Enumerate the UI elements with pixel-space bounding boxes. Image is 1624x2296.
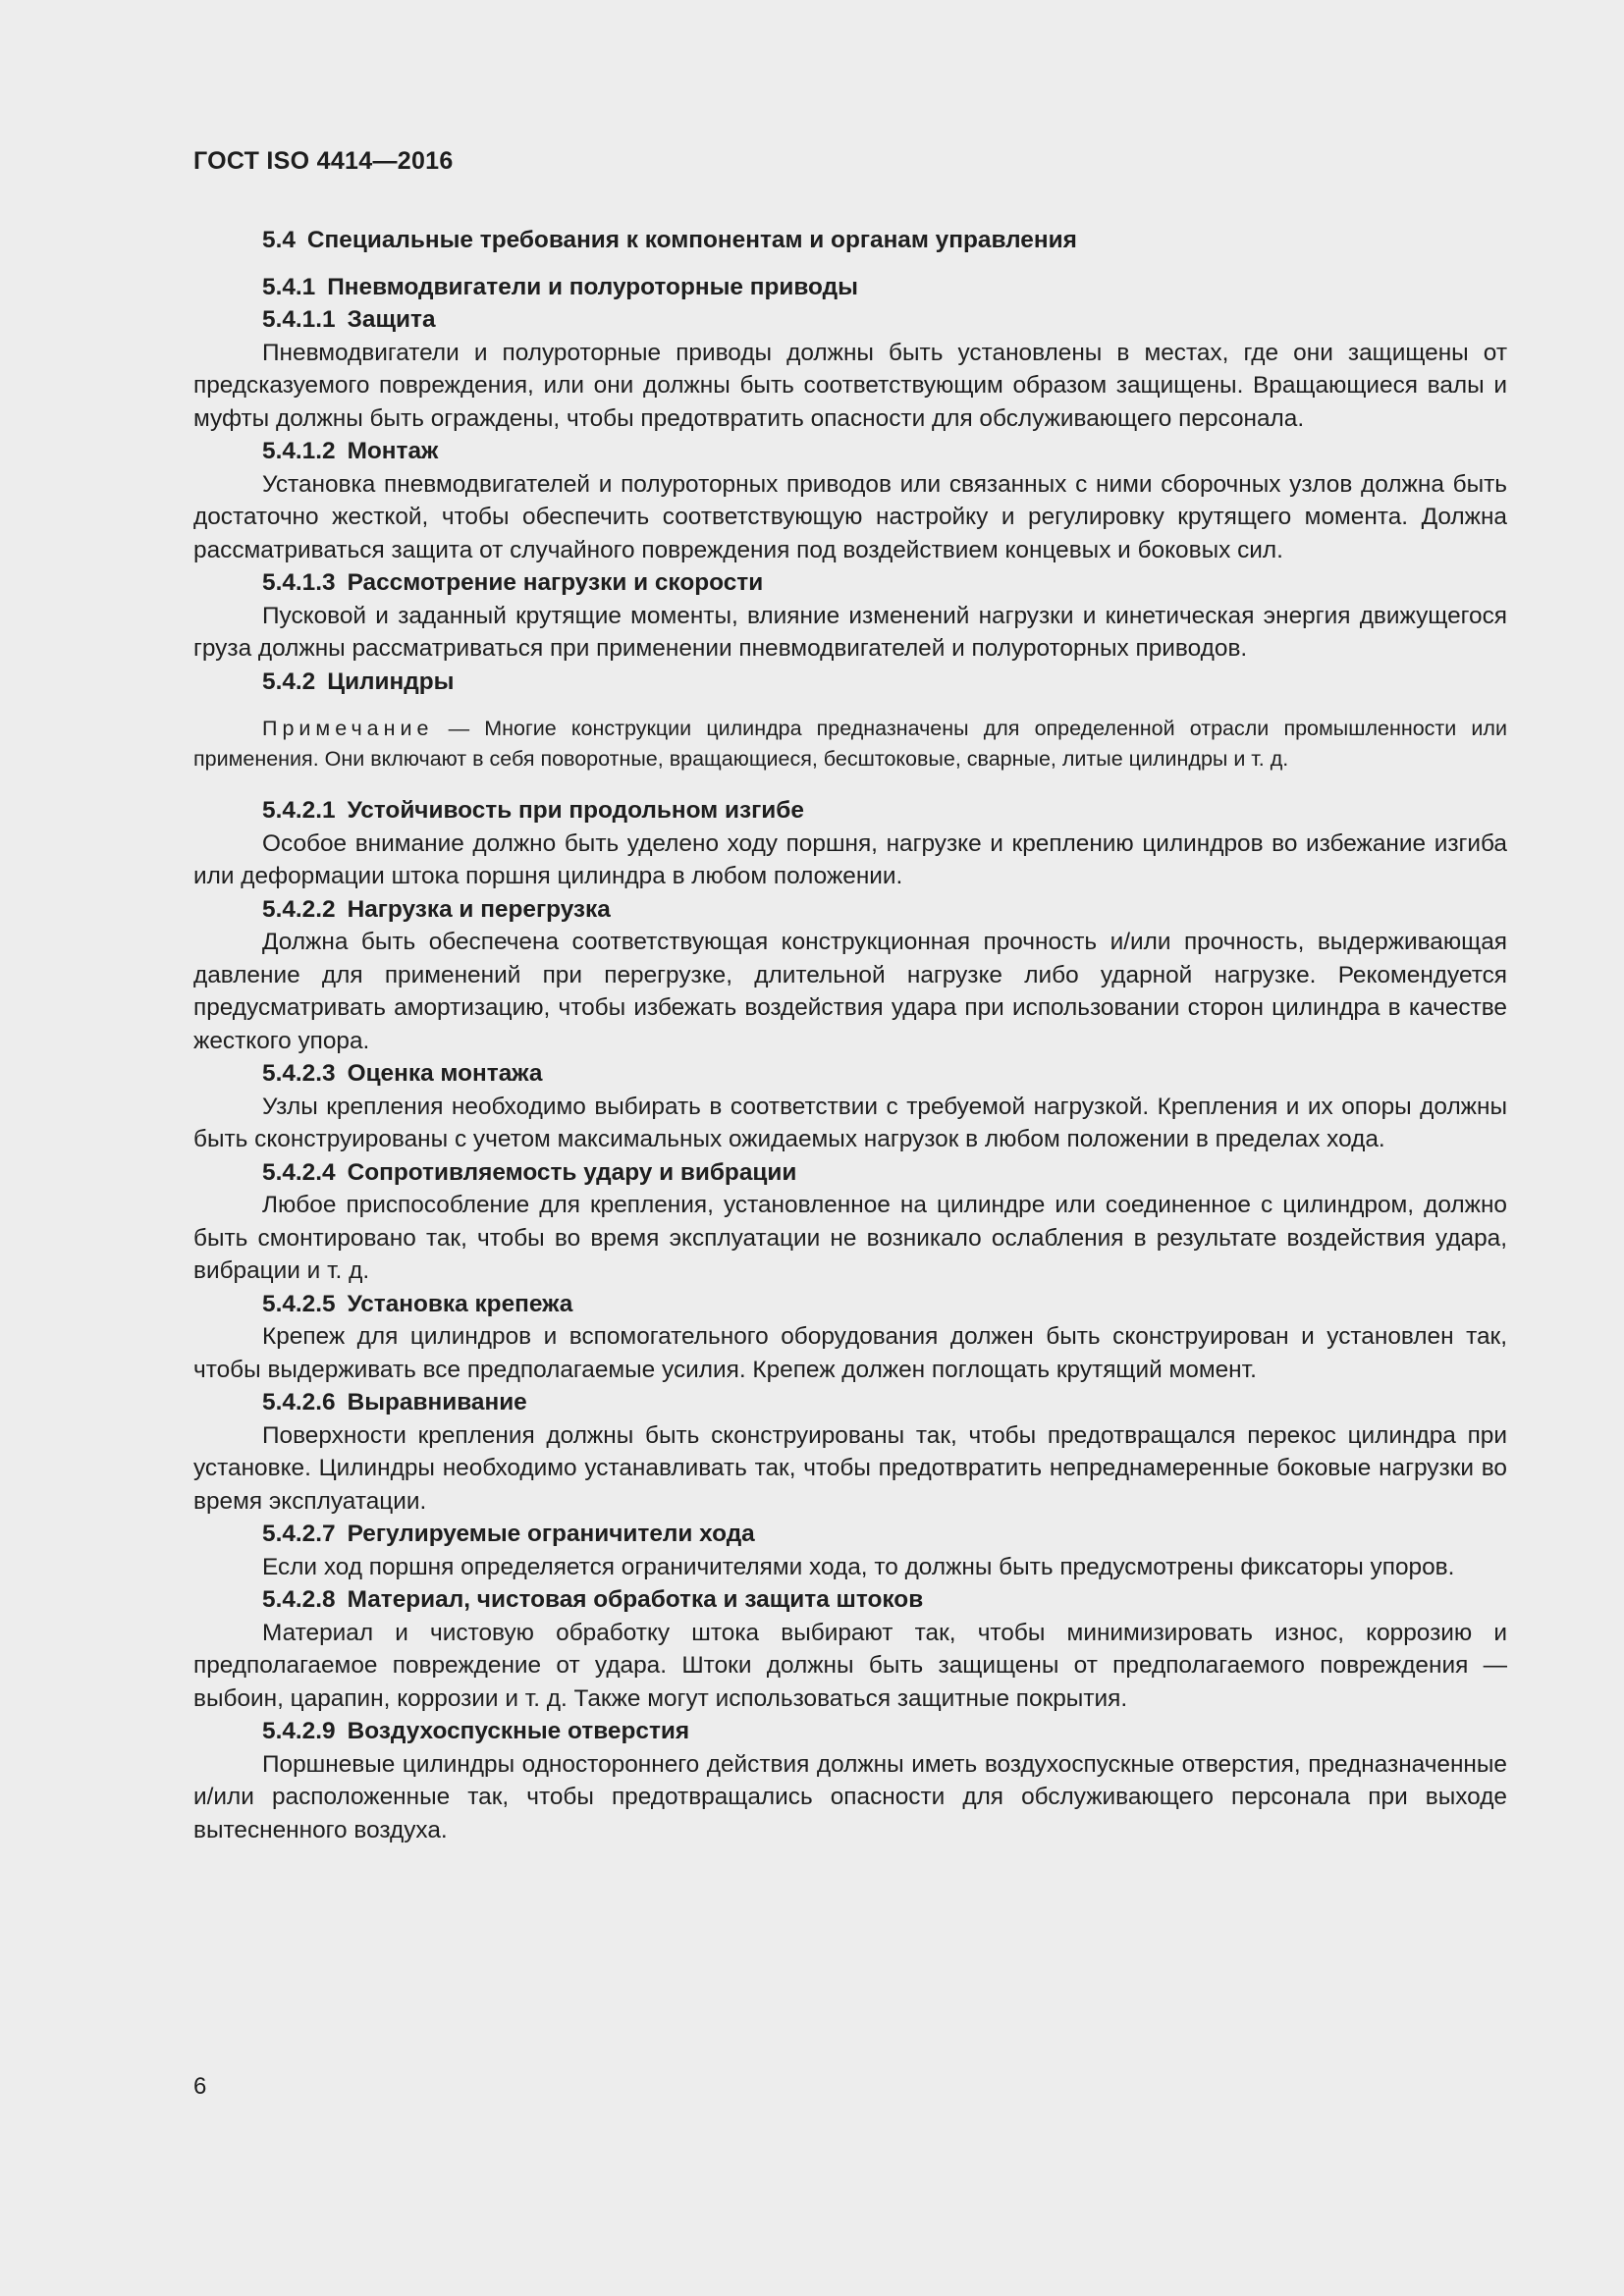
clause-text-5-4-2-2: Должна быть обеспечена соответствующая конструкционная прочность и/или прочность, выдерживающая давление для применений при перегрузке, длительной нагрузке либо ударной нагрузке. Рекомендуется предусматривать амортизацию, чтобы избежать воздействия удара при использовании сторон цилиндра в качестве жесткого упора.	[193, 929, 1507, 1054]
clause-title: Защита	[347, 306, 436, 333]
clause-number: 5.4.2.5	[262, 1290, 336, 1317]
clause-number: 5.4.2.6	[262, 1389, 336, 1415]
clause-title: Установка крепежа	[347, 1290, 573, 1317]
subsection-title: Цилиндры	[327, 667, 455, 695]
section-number: 5.4	[262, 227, 296, 253]
clause-title: Регулируемые ограничители хода	[347, 1521, 755, 1547]
clause-title: Воздухоспускные отверстия	[347, 1718, 690, 1744]
clause-title: Нагрузка и перегрузка	[347, 895, 611, 923]
clause-heading-5-4-2-5	[193, 1288, 1507, 1321]
clause-number: 5.4.2.2	[262, 895, 336, 923]
clause-title: Материал, чистовая обработка и защита штоков	[347, 1586, 924, 1613]
clause-heading-5-4-2-8	[193, 1583, 1507, 1617]
clause-text-5-4-1-2: Установка пневмодвигателей и полуроторных приводов или связанных с ними сборочных узлов должна быть достаточно жесткой, чтобы обеспечить соответствующую настройку и регулировку крутящего момента. Должна рассматриваться защита от случайного повреждения под воздействием концевых и боковых сил.	[193, 470, 1507, 563]
clause-title: Сопротивляемость удару и вибрации	[347, 1158, 797, 1186]
clause-title: Рассмотрение нагрузки и скорости	[347, 569, 764, 596]
section-title: Специальные требования к компонентам и органам управления	[306, 227, 1077, 253]
clause-heading-5-4-2-1	[193, 794, 1507, 828]
clause-number: 5.4.1.1	[262, 306, 336, 333]
clause-number: 5.4.2.4	[262, 1158, 336, 1186]
clause-title: Оценка монтажа	[347, 1060, 543, 1087]
note-block	[193, 714, 1507, 774]
clause-number: 5.4.2.7	[262, 1521, 336, 1547]
subsection-title: Пневмодвигатели и полуроторные приводы	[327, 273, 858, 300]
document-code-header: ГОСТ ISO 4414—2016	[193, 147, 454, 175]
clause-text-5-4-2-7: Если ход поршня определяется ограничителями хода, то должны быть предусмотрены фиксаторы упоров.	[262, 1553, 1455, 1580]
subsection-heading-5-4-2	[193, 666, 1507, 699]
clause-title: Монтаж	[347, 438, 439, 464]
clause-text-5-4-2-1: Особое внимание должно быть уделено ходу поршня, нагрузке и креплению цилиндров во избежание изгиба или деформации штока поршня цилиндра в любом положении.	[193, 829, 1507, 889]
section-heading-5-4	[193, 224, 1507, 257]
clause-title: Устойчивость при продольном изгибе	[347, 797, 804, 824]
clause-number: 5.4.2.8	[262, 1586, 336, 1613]
clause-text-5-4-1-1: Пневмодвигатели и полуроторные приводы должны быть установлены в местах, где они защищены от предсказуемого повреждения, или они должны быть соответствующим образом защищены. Вращающиеся валы и муфты должны быть ограждены, чтобы предотвратить опасности для обслуживающего персонала.	[193, 339, 1507, 432]
clause-text-5-4-2-4: Любое приспособление для крепления, установленное на цилиндре или соединенное с цилиндром, должно быть смонтировано так, чтобы во время эксплуатации не возникало ослабления в результате воздействия удара, вибрации и т. д.	[193, 1192, 1507, 1284]
clause-heading-5-4-2-3	[193, 1057, 1507, 1091]
clause-heading-5-4-2-4	[193, 1156, 1507, 1190]
clause-number: 5.4.2.3	[262, 1060, 336, 1087]
subsection-number: 5.4.1	[262, 273, 316, 300]
clause-heading-5-4-1-2	[193, 435, 1507, 468]
note-label: Примечание	[262, 717, 434, 740]
clause-number: 5.4.1.3	[262, 569, 336, 596]
clause-number: 5.4.1.2	[262, 438, 336, 464]
clause-heading-5-4-1-3	[193, 566, 1507, 600]
clause-text-5-4-2-6: Поверхности крепления должны быть сконструированы так, чтобы предотвращался перекос цилиндра при установке. Цилиндры необходимо устанавливать так, чтобы предотвратить непреднамеренные боковые нагрузки во время эксплуатации.	[193, 1421, 1507, 1515]
clause-heading-5-4-2-7	[193, 1518, 1507, 1551]
subsection-heading-5-4-1	[193, 271, 1507, 304]
clause-text-5-4-1-3: Пусковой и заданный крутящие моменты, влияние изменений нагрузки и кинетическая энергия движущегося груза должны рассматриваться при применении пневмодвигателей и полуроторных приводов.	[193, 602, 1507, 662]
subsection-number: 5.4.2	[262, 667, 316, 695]
page-number: 6	[193, 2073, 207, 2100]
clause-title: Выравнивание	[347, 1389, 527, 1415]
document-body	[193, 224, 1507, 1846]
clause-text-5-4-2-8: Материал и чистовую обработку штока выбирают так, чтобы минимизировать износ, коррозию и предполагаемое повреждение от удара. Штоки должны быть защищены от предполагаемого повреждения — выбоин, царапин, коррозии и т. д. Также могут использоваться защитные покрытия.	[193, 1619, 1507, 1712]
clause-number: 5.4.2.9	[262, 1718, 336, 1744]
note-text: — Многие конструкции цилиндра предназначены для определенной отрасли промышленности или применения. Они включают в себя поворотные, вращающиеся, бесштоковые, сварные, литые цилиндры и т. д.	[193, 717, 1507, 771]
clause-text-5-4-2-9: Поршневые цилиндры одностороннего действия должны иметь воздухоспускные отверстия, предназначенные и/или расположенные так, чтобы предотвращались опасности для обслуживающего персонала при выходе вытесненного воздуха.	[193, 1750, 1507, 1843]
clause-number: 5.4.2.1	[262, 797, 336, 824]
clause-heading-5-4-1-1	[193, 303, 1507, 337]
clause-text-5-4-2-5: Крепеж для цилиндров и вспомогательного оборудования должен быть сконструирован и установлен так, чтобы выдерживать все предполагаемые усилия. Крепеж должен поглощать крутящий момент.	[193, 1323, 1507, 1383]
clause-text-5-4-2-3: Узлы крепления необходимо выбирать в соответствии с требуемой нагрузкой. Крепления и их опоры должны быть сконструированы с учетом максимальных ожидаемых нагрузок в любом положении в пределах хода.	[193, 1093, 1507, 1152]
clause-heading-5-4-2-2	[193, 893, 1507, 927]
clause-heading-5-4-2-6	[193, 1386, 1507, 1419]
clause-heading-5-4-2-9	[193, 1715, 1507, 1748]
